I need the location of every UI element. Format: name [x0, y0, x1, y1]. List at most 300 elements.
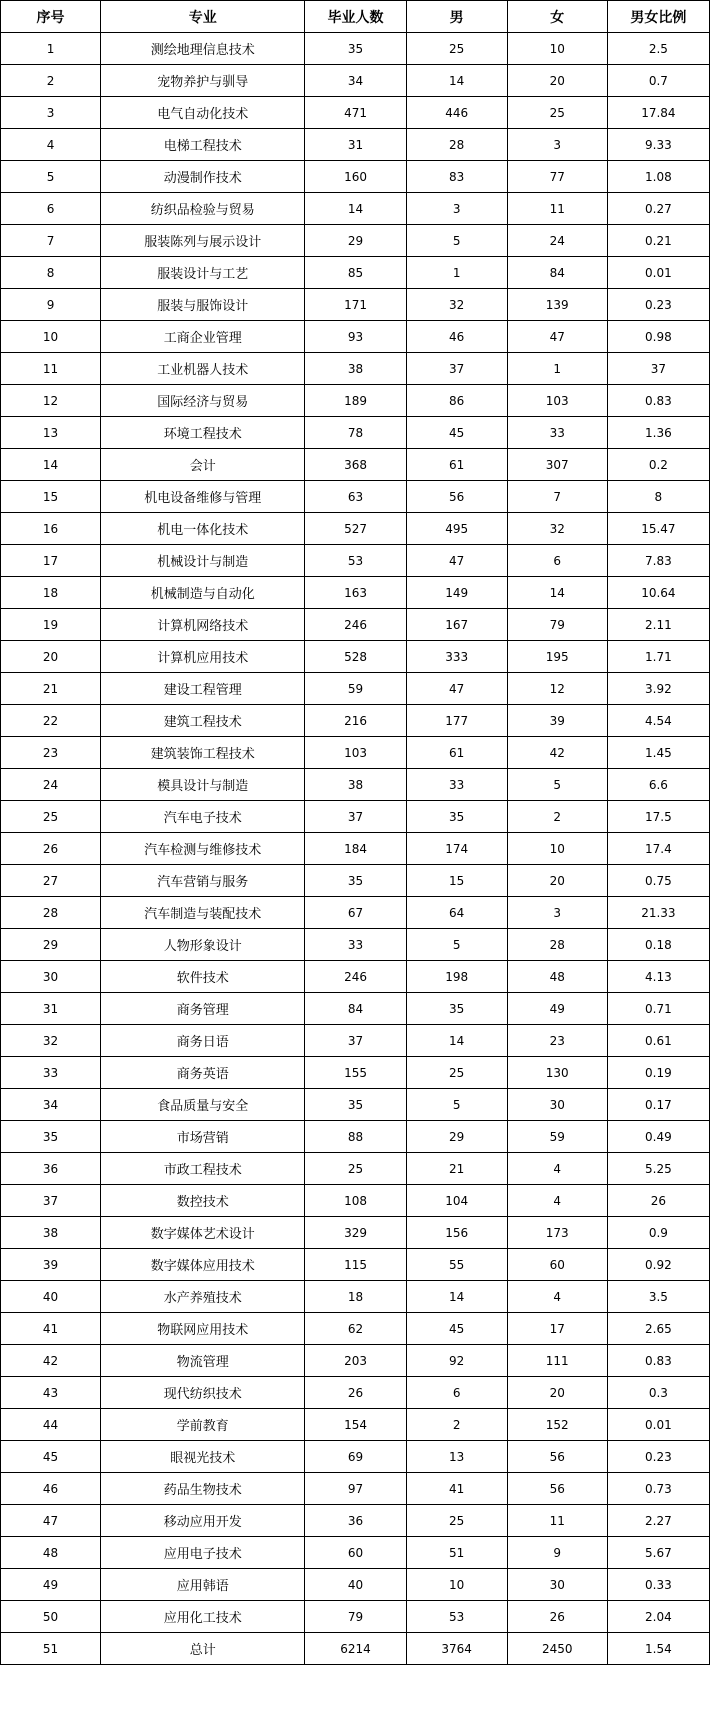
table-header	[1, 1, 710, 33]
cell-ratio: 0.21	[607, 225, 709, 257]
cell-major: 工商企业管理	[101, 321, 305, 353]
cell-ratio: 15.47	[607, 513, 709, 545]
cell-ratio: 17.5	[607, 801, 709, 833]
cell-index: 17	[1, 545, 101, 577]
cell-graduates: 246	[305, 609, 406, 641]
cell-female: 12	[507, 673, 607, 705]
cell-index: 35	[1, 1121, 101, 1153]
cell-index: 44	[1, 1409, 101, 1441]
cell-major: 市政工程技术	[101, 1153, 305, 1185]
cell-ratio: 0.01	[607, 257, 709, 289]
table-row	[1, 193, 710, 225]
cell-index: 20	[1, 641, 101, 673]
cell-index: 1	[1, 33, 101, 65]
cell-graduates: 25	[305, 1153, 406, 1185]
cell-graduates: 160	[305, 161, 406, 193]
cell-graduates: 35	[305, 1089, 406, 1121]
cell-female: 6	[507, 545, 607, 577]
cell-major: 水产养殖技术	[101, 1281, 305, 1313]
cell-female: 2	[507, 801, 607, 833]
cell-major: 国际经济与贸易	[101, 385, 305, 417]
cell-ratio: 0.33	[607, 1569, 709, 1601]
header-male: 男	[406, 1, 507, 33]
cell-index: 11	[1, 353, 101, 385]
cell-male: 55	[406, 1249, 507, 1281]
cell-index: 9	[1, 289, 101, 321]
cell-index: 43	[1, 1377, 101, 1409]
table-row	[1, 1249, 710, 1281]
cell-graduates: 69	[305, 1441, 406, 1473]
cell-graduates: 171	[305, 289, 406, 321]
table-row	[1, 481, 710, 513]
cell-male: 446	[406, 97, 507, 129]
table-row	[1, 1025, 710, 1057]
cell-major: 计算机网络技术	[101, 609, 305, 641]
cell-graduates: 37	[305, 801, 406, 833]
cell-index: 48	[1, 1537, 101, 1569]
cell-female: 49	[507, 993, 607, 1025]
cell-female: 56	[507, 1473, 607, 1505]
cell-major: 物流管理	[101, 1345, 305, 1377]
cell-index: 28	[1, 897, 101, 929]
cell-ratio: 1.54	[607, 1633, 709, 1665]
cell-index: 13	[1, 417, 101, 449]
cell-male: 92	[406, 1345, 507, 1377]
cell-female: 47	[507, 321, 607, 353]
cell-index: 10	[1, 321, 101, 353]
cell-graduates: 60	[305, 1537, 406, 1569]
cell-ratio: 6.6	[607, 769, 709, 801]
cell-female: 39	[507, 705, 607, 737]
cell-ratio: 2.11	[607, 609, 709, 641]
cell-graduates: 528	[305, 641, 406, 673]
table-row	[1, 65, 710, 97]
cell-male: 15	[406, 865, 507, 897]
cell-male: 64	[406, 897, 507, 929]
cell-ratio: 1.45	[607, 737, 709, 769]
cell-graduates: 59	[305, 673, 406, 705]
cell-graduates: 368	[305, 449, 406, 481]
cell-major: 机械制造与自动化	[101, 577, 305, 609]
table-row	[1, 161, 710, 193]
header-row	[1, 1, 710, 33]
cell-major: 机电一体化技术	[101, 513, 305, 545]
cell-major: 市场营销	[101, 1121, 305, 1153]
cell-graduates: 246	[305, 961, 406, 993]
cell-major: 应用韩语	[101, 1569, 305, 1601]
cell-female: 25	[507, 97, 607, 129]
table-row	[1, 929, 710, 961]
cell-ratio: 0.7	[607, 65, 709, 97]
cell-graduates: 14	[305, 193, 406, 225]
cell-index: 18	[1, 577, 101, 609]
table-row	[1, 961, 710, 993]
cell-major: 机械设计与制造	[101, 545, 305, 577]
cell-major: 电气自动化技术	[101, 97, 305, 129]
cell-female: 130	[507, 1057, 607, 1089]
table-row	[1, 1473, 710, 1505]
cell-female: 1	[507, 353, 607, 385]
cell-male: 32	[406, 289, 507, 321]
cell-index: 23	[1, 737, 101, 769]
cell-graduates: 67	[305, 897, 406, 929]
cell-graduates: 18	[305, 1281, 406, 1313]
cell-male: 167	[406, 609, 507, 641]
table-row	[1, 1377, 710, 1409]
cell-index: 50	[1, 1601, 101, 1633]
table-row	[1, 865, 710, 897]
cell-ratio: 0.9	[607, 1217, 709, 1249]
cell-major: 汽车营销与服务	[101, 865, 305, 897]
cell-index: 12	[1, 385, 101, 417]
cell-major: 建筑装饰工程技术	[101, 737, 305, 769]
cell-major: 动漫制作技术	[101, 161, 305, 193]
cell-major: 总计	[101, 1633, 305, 1665]
cell-female: 32	[507, 513, 607, 545]
cell-index: 21	[1, 673, 101, 705]
table-row	[1, 321, 710, 353]
table-row	[1, 1185, 710, 1217]
cell-ratio: 7.83	[607, 545, 709, 577]
cell-ratio: 0.49	[607, 1121, 709, 1153]
cell-ratio: 1.08	[607, 161, 709, 193]
cell-index: 31	[1, 993, 101, 1025]
cell-male: 13	[406, 1441, 507, 1473]
cell-index: 5	[1, 161, 101, 193]
cell-graduates: 34	[305, 65, 406, 97]
table-row	[1, 353, 710, 385]
cell-male: 47	[406, 545, 507, 577]
table-row	[1, 833, 710, 865]
cell-ratio: 2.04	[607, 1601, 709, 1633]
cell-female: 24	[507, 225, 607, 257]
cell-graduates: 40	[305, 1569, 406, 1601]
cell-female: 28	[507, 929, 607, 961]
cell-female: 10	[507, 833, 607, 865]
cell-major: 食品质量与安全	[101, 1089, 305, 1121]
cell-female: 2450	[507, 1633, 607, 1665]
cell-male: 495	[406, 513, 507, 545]
cell-female: 33	[507, 417, 607, 449]
cell-male: 10	[406, 1569, 507, 1601]
cell-male: 37	[406, 353, 507, 385]
cell-index: 36	[1, 1153, 101, 1185]
cell-major: 数字媒体艺术设计	[101, 1217, 305, 1249]
cell-ratio: 0.19	[607, 1057, 709, 1089]
cell-ratio: 0.2	[607, 449, 709, 481]
table-body	[1, 33, 710, 1665]
table-row	[1, 1313, 710, 1345]
cell-female: 139	[507, 289, 607, 321]
cell-ratio: 8	[607, 481, 709, 513]
cell-male: 3	[406, 193, 507, 225]
cell-major: 服装陈列与展示设计	[101, 225, 305, 257]
cell-female: 17	[507, 1313, 607, 1345]
table-row	[1, 1601, 710, 1633]
cell-ratio: 5.67	[607, 1537, 709, 1569]
cell-male: 14	[406, 1025, 507, 1057]
cell-female: 77	[507, 161, 607, 193]
table-row	[1, 769, 710, 801]
cell-male: 46	[406, 321, 507, 353]
cell-male: 45	[406, 1313, 507, 1345]
cell-index: 6	[1, 193, 101, 225]
cell-major: 汽车电子技术	[101, 801, 305, 833]
cell-graduates: 216	[305, 705, 406, 737]
cell-graduates: 31	[305, 129, 406, 161]
cell-male: 61	[406, 449, 507, 481]
cell-female: 42	[507, 737, 607, 769]
cell-major: 商务英语	[101, 1057, 305, 1089]
cell-ratio: 0.83	[607, 1345, 709, 1377]
cell-major: 人物形象设计	[101, 929, 305, 961]
cell-ratio: 21.33	[607, 897, 709, 929]
cell-major: 纺织品检验与贸易	[101, 193, 305, 225]
header-female: 女	[507, 1, 607, 33]
cell-female: 23	[507, 1025, 607, 1057]
cell-index: 14	[1, 449, 101, 481]
cell-graduates: 84	[305, 993, 406, 1025]
cell-male: 14	[406, 65, 507, 97]
cell-graduates: 97	[305, 1473, 406, 1505]
cell-graduates: 35	[305, 33, 406, 65]
cell-graduates: 26	[305, 1377, 406, 1409]
cell-male: 25	[406, 33, 507, 65]
cell-graduates: 29	[305, 225, 406, 257]
table-row	[1, 801, 710, 833]
cell-ratio: 2.5	[607, 33, 709, 65]
cell-ratio: 1.36	[607, 417, 709, 449]
cell-female: 56	[507, 1441, 607, 1473]
cell-male: 198	[406, 961, 507, 993]
table-row	[1, 1121, 710, 1153]
cell-ratio: 0.98	[607, 321, 709, 353]
cell-graduates: 79	[305, 1601, 406, 1633]
cell-male: 5	[406, 225, 507, 257]
table-row	[1, 1153, 710, 1185]
cell-graduates: 62	[305, 1313, 406, 1345]
cell-male: 1	[406, 257, 507, 289]
cell-index: 51	[1, 1633, 101, 1665]
cell-ratio: 4.13	[607, 961, 709, 993]
cell-female: 103	[507, 385, 607, 417]
cell-major: 机电设备维修与管理	[101, 481, 305, 513]
cell-male: 5	[406, 1089, 507, 1121]
cell-male: 333	[406, 641, 507, 673]
cell-male: 83	[406, 161, 507, 193]
cell-female: 173	[507, 1217, 607, 1249]
cell-index: 15	[1, 481, 101, 513]
cell-graduates: 103	[305, 737, 406, 769]
cell-index: 2	[1, 65, 101, 97]
cell-index: 19	[1, 609, 101, 641]
cell-graduates: 88	[305, 1121, 406, 1153]
cell-male: 104	[406, 1185, 507, 1217]
cell-graduates: 33	[305, 929, 406, 961]
cell-male: 41	[406, 1473, 507, 1505]
cell-male: 45	[406, 417, 507, 449]
cell-ratio: 0.18	[607, 929, 709, 961]
cell-female: 152	[507, 1409, 607, 1441]
table-row	[1, 129, 710, 161]
cell-ratio: 0.83	[607, 385, 709, 417]
cell-major: 建设工程管理	[101, 673, 305, 705]
cell-index: 38	[1, 1217, 101, 1249]
cell-male: 47	[406, 673, 507, 705]
cell-male: 156	[406, 1217, 507, 1249]
cell-major: 商务日语	[101, 1025, 305, 1057]
table-row	[1, 97, 710, 129]
cell-female: 20	[507, 1377, 607, 1409]
table-row	[1, 1409, 710, 1441]
cell-ratio: 9.33	[607, 129, 709, 161]
table-row	[1, 545, 710, 577]
cell-ratio: 2.27	[607, 1505, 709, 1537]
cell-graduates: 93	[305, 321, 406, 353]
table-row	[1, 1281, 710, 1313]
cell-major: 药品生物技术	[101, 1473, 305, 1505]
cell-male: 35	[406, 801, 507, 833]
cell-graduates: 38	[305, 353, 406, 385]
cell-major: 工业机器人技术	[101, 353, 305, 385]
cell-index: 22	[1, 705, 101, 737]
table-row	[1, 449, 710, 481]
cell-ratio: 37	[607, 353, 709, 385]
table-row	[1, 257, 710, 289]
cell-graduates: 108	[305, 1185, 406, 1217]
cell-male: 61	[406, 737, 507, 769]
cell-major: 现代纺织技术	[101, 1377, 305, 1409]
table-row	[1, 1089, 710, 1121]
total-row	[1, 1633, 710, 1665]
cell-male: 177	[406, 705, 507, 737]
cell-female: 9	[507, 1537, 607, 1569]
table-row	[1, 641, 710, 673]
table-row	[1, 993, 710, 1025]
table-row	[1, 1537, 710, 1569]
cell-male: 28	[406, 129, 507, 161]
cell-female: 14	[507, 577, 607, 609]
cell-female: 79	[507, 609, 607, 641]
table-row	[1, 1057, 710, 1089]
cell-male: 56	[406, 481, 507, 513]
header-graduates: 毕业人数	[305, 1, 406, 33]
cell-ratio: 0.23	[607, 289, 709, 321]
cell-male: 51	[406, 1537, 507, 1569]
header-major: 专业	[101, 1, 305, 33]
cell-index: 3	[1, 97, 101, 129]
table-row	[1, 1441, 710, 1473]
cell-female: 11	[507, 1505, 607, 1537]
cell-male: 174	[406, 833, 507, 865]
cell-female: 30	[507, 1089, 607, 1121]
cell-female: 30	[507, 1569, 607, 1601]
table-row	[1, 1217, 710, 1249]
cell-index: 32	[1, 1025, 101, 1057]
cell-major: 汽车制造与装配技术	[101, 897, 305, 929]
cell-major: 会计	[101, 449, 305, 481]
cell-ratio: 4.54	[607, 705, 709, 737]
cell-female: 4	[507, 1185, 607, 1217]
cell-ratio: 0.23	[607, 1441, 709, 1473]
cell-ratio: 0.92	[607, 1249, 709, 1281]
cell-major: 服装设计与工艺	[101, 257, 305, 289]
cell-index: 33	[1, 1057, 101, 1089]
cell-female: 48	[507, 961, 607, 993]
cell-major: 软件技术	[101, 961, 305, 993]
table-row	[1, 385, 710, 417]
cell-graduates: 63	[305, 481, 406, 513]
table-row	[1, 673, 710, 705]
cell-graduates: 184	[305, 833, 406, 865]
cell-graduates: 36	[305, 1505, 406, 1537]
cell-major: 测绘地理信息技术	[101, 33, 305, 65]
cell-ratio: 0.73	[607, 1473, 709, 1505]
cell-major: 汽车检测与维修技术	[101, 833, 305, 865]
cell-graduates: 37	[305, 1025, 406, 1057]
cell-graduates: 115	[305, 1249, 406, 1281]
cell-index: 7	[1, 225, 101, 257]
cell-index: 16	[1, 513, 101, 545]
cell-male: 35	[406, 993, 507, 1025]
cell-female: 26	[507, 1601, 607, 1633]
cell-female: 7	[507, 481, 607, 513]
cell-ratio: 2.65	[607, 1313, 709, 1345]
cell-graduates: 527	[305, 513, 406, 545]
cell-female: 84	[507, 257, 607, 289]
cell-female: 195	[507, 641, 607, 673]
cell-ratio: 0.27	[607, 193, 709, 225]
table-row	[1, 1569, 710, 1601]
cell-index: 39	[1, 1249, 101, 1281]
cell-major: 物联网应用技术	[101, 1313, 305, 1345]
table-row	[1, 513, 710, 545]
cell-male: 6	[406, 1377, 507, 1409]
cell-female: 307	[507, 449, 607, 481]
cell-female: 10	[507, 33, 607, 65]
cell-male: 25	[406, 1505, 507, 1537]
cell-index: 4	[1, 129, 101, 161]
cell-graduates: 471	[305, 97, 406, 129]
cell-index: 30	[1, 961, 101, 993]
table-row	[1, 737, 710, 769]
cell-ratio: 10.64	[607, 577, 709, 609]
cell-ratio: 0.3	[607, 1377, 709, 1409]
cell-major: 计算机应用技术	[101, 641, 305, 673]
cell-major: 眼视光技术	[101, 1441, 305, 1473]
cell-graduates: 38	[305, 769, 406, 801]
table-row	[1, 417, 710, 449]
cell-female: 4	[507, 1281, 607, 1313]
table-row	[1, 577, 710, 609]
cell-ratio: 0.75	[607, 865, 709, 897]
cell-major: 应用化工技术	[101, 1601, 305, 1633]
header-index: 序号	[1, 1, 101, 33]
cell-female: 60	[507, 1249, 607, 1281]
cell-graduates: 35	[305, 865, 406, 897]
cell-female: 3	[507, 129, 607, 161]
cell-index: 41	[1, 1313, 101, 1345]
cell-graduates: 163	[305, 577, 406, 609]
cell-male: 29	[406, 1121, 507, 1153]
cell-male: 5	[406, 929, 507, 961]
cell-ratio: 17.84	[607, 97, 709, 129]
cell-index: 34	[1, 1089, 101, 1121]
table-row	[1, 609, 710, 641]
cell-index: 42	[1, 1345, 101, 1377]
table-row	[1, 289, 710, 321]
cell-male: 86	[406, 385, 507, 417]
